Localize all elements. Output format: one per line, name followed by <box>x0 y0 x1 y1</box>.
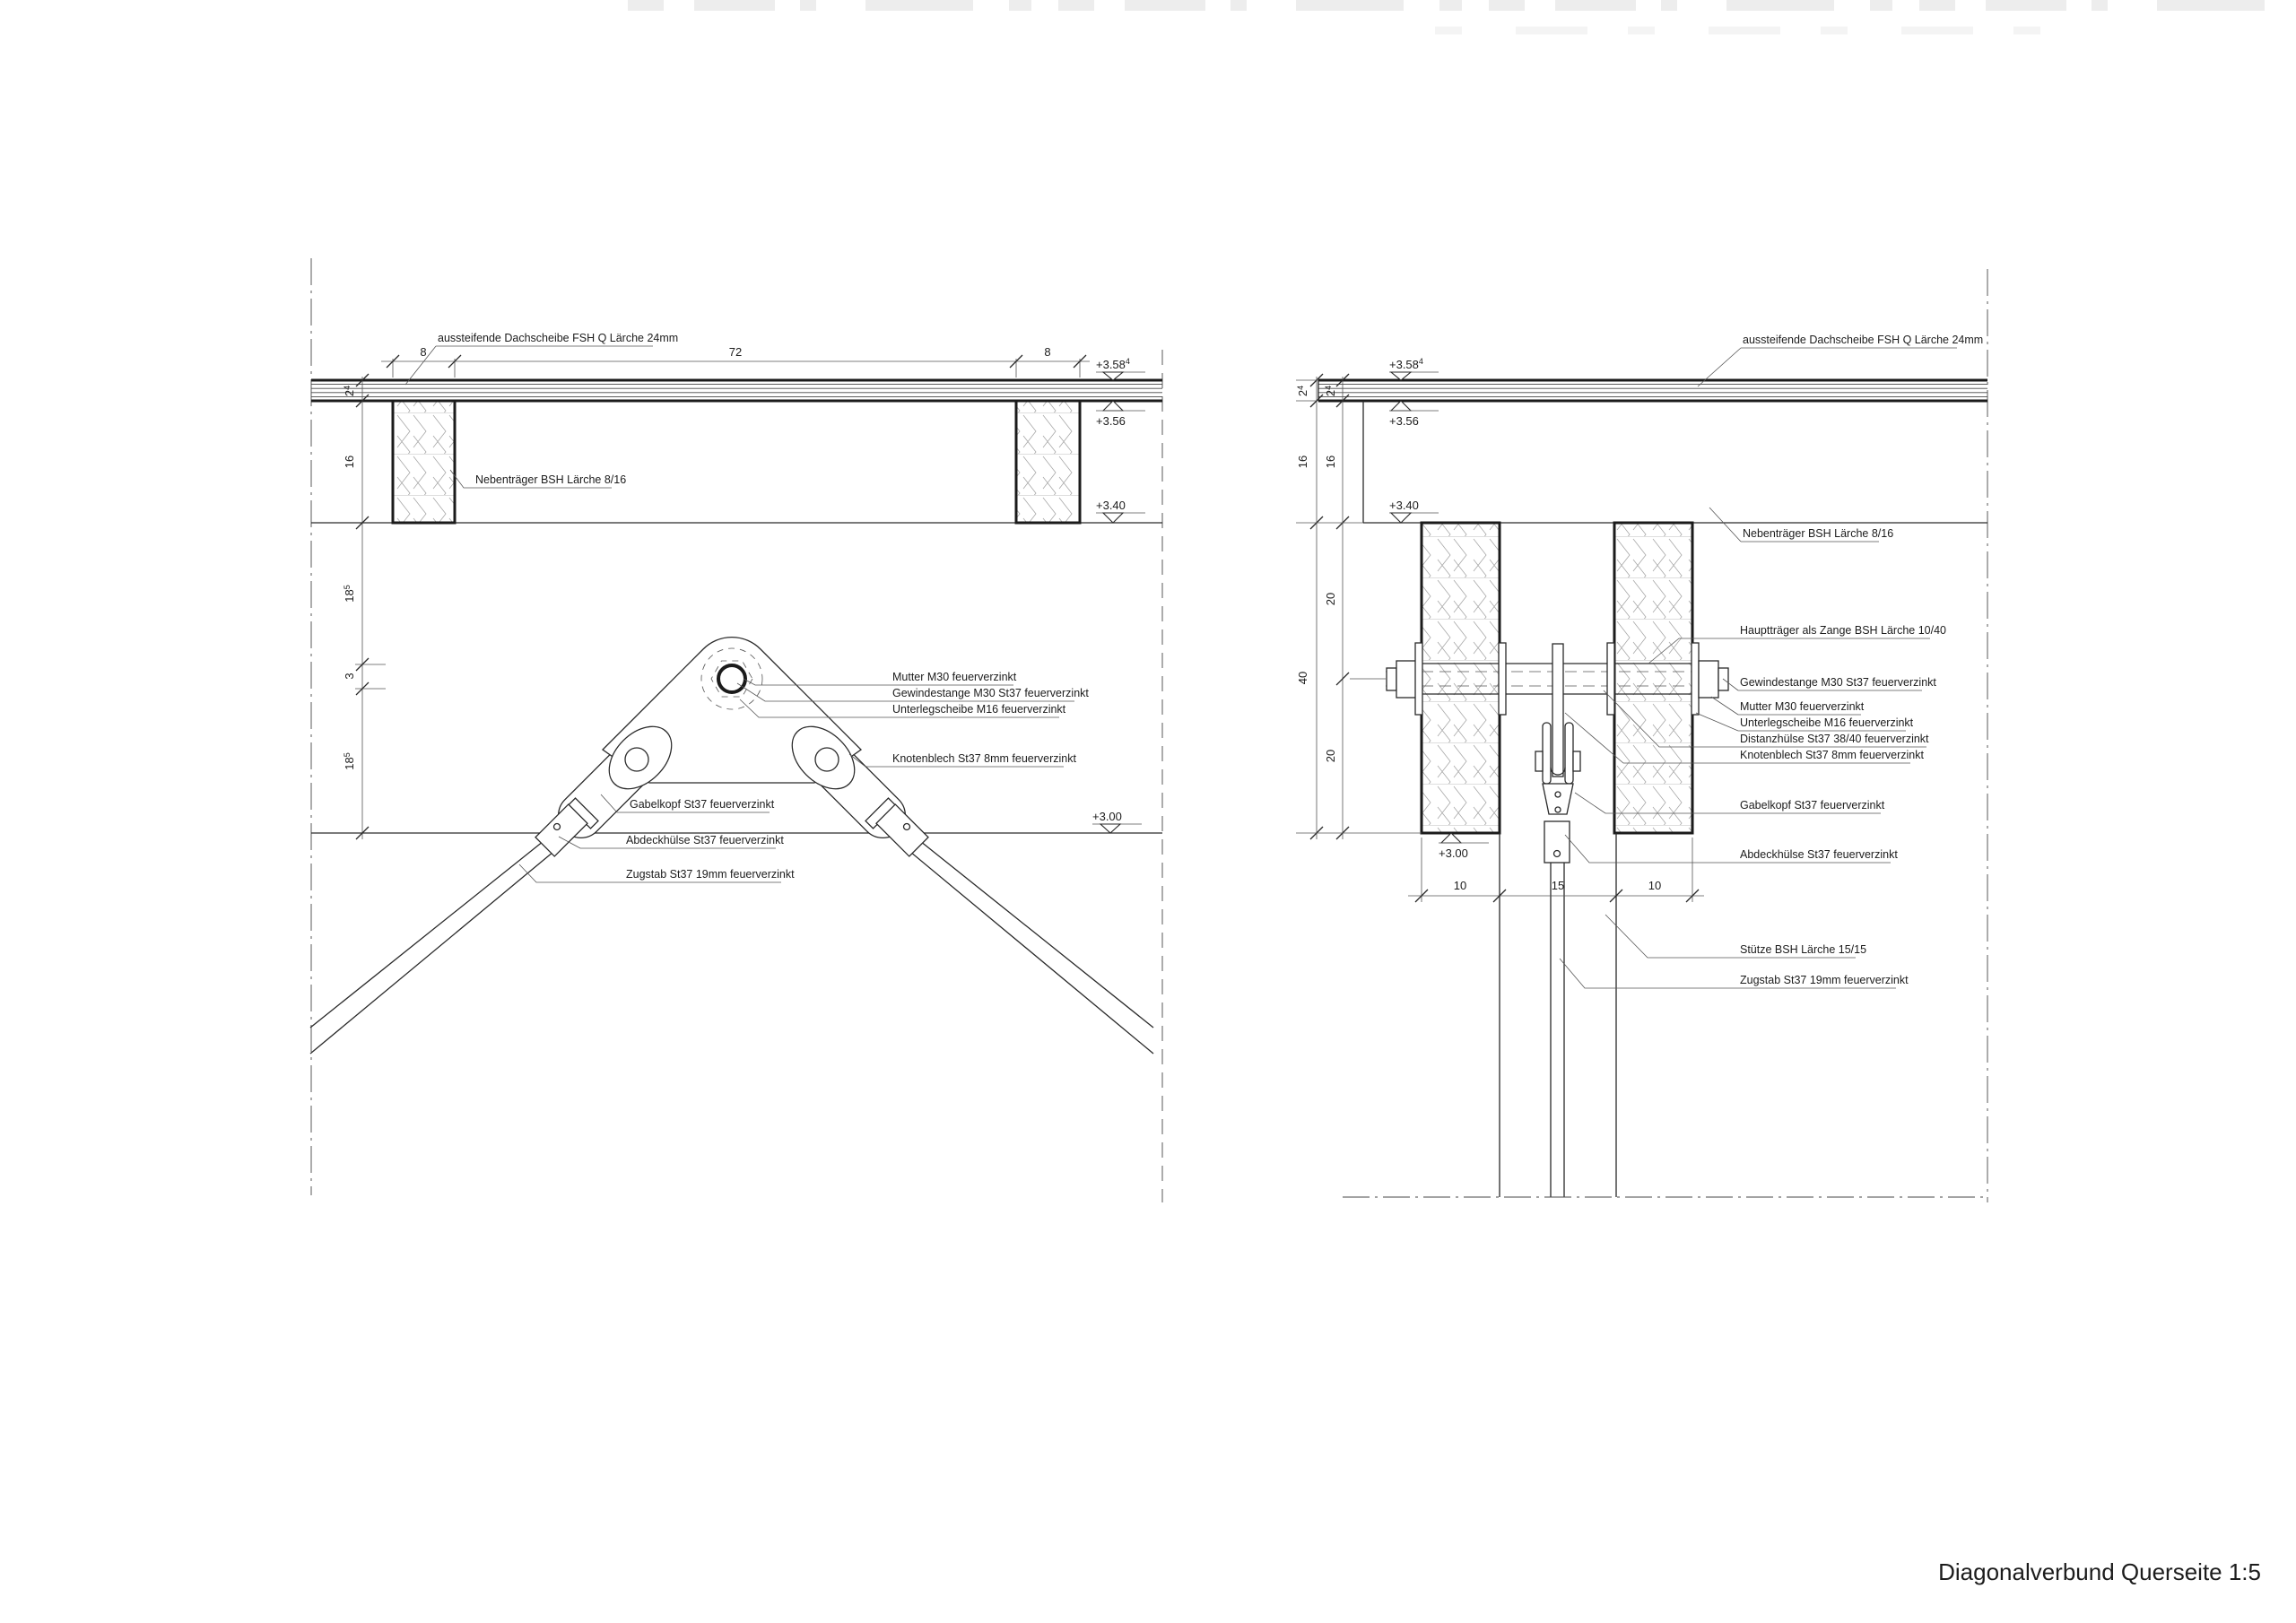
svg-text:+3.56: +3.56 <box>1389 414 1419 428</box>
annotation-threaded-rod <box>1723 676 1936 690</box>
tie-rod <box>1551 863 1564 1197</box>
svg-text:+3.40: +3.40 <box>1389 499 1419 512</box>
level-marker-roof-bottom <box>1096 401 1145 428</box>
svg-text:Stütze BSH Lärche 15/15: Stütze BSH Lärche 15/15 <box>1740 943 1867 956</box>
svg-text:24: $2^4$ <box>1296 385 1309 397</box>
svg-text:Nebenträger BSH Lärche 8/16: Nebenträger BSH Lärche 8/16 <box>475 473 627 486</box>
right-view <box>1296 269 1987 1202</box>
clamp-tab <box>1573 751 1580 771</box>
washer-plate <box>1607 643 1614 715</box>
svg-text:Hauptträger als Zange BSH Lärc: Hauptträger als Zange BSH Lärche 10/40 <box>1740 624 1946 637</box>
annotation-roof <box>405 332 678 385</box>
svg-text:15: 15 <box>1551 879 1565 892</box>
svg-text:Gewindestange M30 St37 feuerve: Gewindestange M30 St37 feuerverzinkt <box>1740 676 1936 689</box>
svg-text:16: 16 <box>1324 455 1337 469</box>
dim-joist-height: 16 <box>343 455 356 469</box>
dim-roof-thickness: $2^4$ <box>343 385 356 397</box>
hex-nut <box>1699 661 1718 698</box>
fork-body <box>1543 784 1573 814</box>
level-marker-node <box>1092 810 1142 833</box>
svg-text:Knotenblech St37 8mm feuerverz: Knotenblech St37 8mm feuerverzinkt <box>1740 749 1924 761</box>
level-marker-joist-bottom <box>1389 499 1439 523</box>
dim-value: 8 <box>420 345 427 359</box>
fork-prong <box>1543 723 1551 784</box>
annotation-roof <box>1698 334 1983 386</box>
svg-text:Abdeckhülse St37 feuerverzinkt: Abdeckhülse St37 feuerverzinkt <box>1740 848 1898 861</box>
svg-text:Zugstab St37 19mm feuerverzink: Zugstab St37 19mm feuerverzinkt <box>626 868 795 881</box>
main-beam <box>1614 523 1692 833</box>
svg-text:Unterlegscheibe M16 feuerverzi: Unterlegscheibe M16 feuerverzinkt <box>1740 716 1914 729</box>
annotation-washer <box>1696 713 1914 731</box>
svg-text:Mutter M30 feuerverzinkt: Mutter M30 feuerverzinkt <box>1740 700 1865 713</box>
washer-plate <box>1499 643 1506 715</box>
roof-slab <box>1318 380 1987 401</box>
fork-prong <box>1565 723 1573 784</box>
svg-text:+3.584: $+3.58^4$ <box>1389 357 1423 371</box>
dimension-outer-chain <box>1296 374 1323 839</box>
annotation-sleeve <box>1565 835 1898 863</box>
svg-text:10: 10 <box>1453 879 1467 892</box>
svg-text:Gabelkopf St37 feuerverzinkt: Gabelkopf St37 feuerverzinkt <box>630 798 775 811</box>
rod-end <box>1387 668 1396 690</box>
svg-text:10: 10 <box>1648 879 1662 892</box>
svg-text:+3.00: +3.00 <box>1092 810 1122 823</box>
level-marker-roof-bottom <box>1389 401 1439 428</box>
level-marker-roof-top <box>1096 357 1145 380</box>
annotation-nut <box>1711 697 1865 715</box>
tie-rod <box>310 841 553 1054</box>
svg-text:20: 20 <box>1324 749 1337 763</box>
dim-upper: $18^5$ <box>343 585 356 603</box>
level-marker-roof-top <box>1389 357 1439 380</box>
annotation-post <box>1605 915 1866 958</box>
svg-text:+3.584: $+3.58^4$ <box>1096 357 1130 371</box>
annotation-sleeve <box>559 834 784 848</box>
dimension-inner-chain <box>1296 374 1422 839</box>
threaded-rod-section <box>718 665 745 692</box>
svg-text:Mutter M30 feuerverzinkt: Mutter M30 feuerverzinkt <box>892 671 1017 683</box>
dim-lower: $18^5$ <box>343 752 356 770</box>
svg-text:+3.00: +3.00 <box>1439 846 1468 860</box>
dimension-left-chain <box>343 374 386 839</box>
gusset-plate <box>1552 644 1563 777</box>
joist-block <box>1016 401 1080 523</box>
dim-value: 72 <box>728 345 743 359</box>
svg-text:aussteifende Dachscheibe FSH Q: aussteifende Dachscheibe FSH Q Lärche 24mm <box>438 332 679 344</box>
level-marker-joist-bottom <box>1096 499 1145 523</box>
sheet-edge-artifact <box>628 5 2296 30</box>
svg-text:Distanzhülse St37 38/40 feuerv: Distanzhülse St37 38/40 feuerverzinkt <box>1740 733 1929 745</box>
svg-text:+3.56: +3.56 <box>1096 414 1126 428</box>
main-beam <box>1422 523 1500 833</box>
svg-text:+3.40: +3.40 <box>1096 499 1126 512</box>
level-marker-beam-bottom <box>1439 833 1489 860</box>
svg-text:Nebenträger BSH Lärche 8/16: Nebenträger BSH Lärche 8/16 <box>1743 527 1894 540</box>
svg-text:Zugstab St37 19mm feuerverzink: Zugstab St37 19mm feuerverzinkt <box>1740 974 1909 986</box>
clamp-tab <box>1535 751 1543 771</box>
dimension-top <box>381 345 1090 378</box>
hex-nut <box>1396 661 1416 698</box>
svg-text:Gabelkopf St37 feuerverzinkt: Gabelkopf St37 feuerverzinkt <box>1740 799 1885 812</box>
annotation-tie-rod <box>1560 959 1909 988</box>
washer-plate <box>1415 643 1422 715</box>
svg-text:Abdeckhülse St37 feuerverzinkt: Abdeckhülse St37 feuerverzinkt <box>626 834 784 846</box>
annotation-tie-rod <box>519 864 795 882</box>
svg-text:40: 40 <box>1296 671 1309 685</box>
dim-value: 8 <box>1044 345 1051 359</box>
left-view <box>310 258 1162 1202</box>
tie-rod <box>910 841 1153 1054</box>
roof-slab <box>311 380 1162 401</box>
svg-text:Gewindestange M30 St37 feuerve: Gewindestange M30 St37 feuerverzinkt <box>892 687 1089 699</box>
svg-text:Unterlegscheibe M16 feuerverzi: Unterlegscheibe M16 feuerverzinkt <box>892 703 1066 716</box>
svg-text:20: 20 <box>1324 592 1337 606</box>
svg-text:aussteifende Dachscheibe FSH Q: aussteifende Dachscheibe FSH Q Lärche 24mm <box>1743 334 1984 346</box>
joist-block <box>393 401 455 523</box>
svg-text:24: $2^4$ <box>1324 385 1337 397</box>
annotation-joist <box>450 470 626 488</box>
annotation-gusset <box>849 752 1076 767</box>
dim-node: 3 <box>343 673 356 680</box>
drawing-title: Diagonalverbund Querseite 1:5 <box>1938 1558 2261 1585</box>
svg-text:Knotenblech St37 8mm feuerverz: Knotenblech St37 8mm feuerverzinkt <box>892 752 1076 765</box>
annotation-joist <box>1709 508 1893 542</box>
gusset-fork-front <box>1535 644 1580 1197</box>
svg-text:16: 16 <box>1296 455 1309 469</box>
washer-plate <box>1692 643 1699 715</box>
